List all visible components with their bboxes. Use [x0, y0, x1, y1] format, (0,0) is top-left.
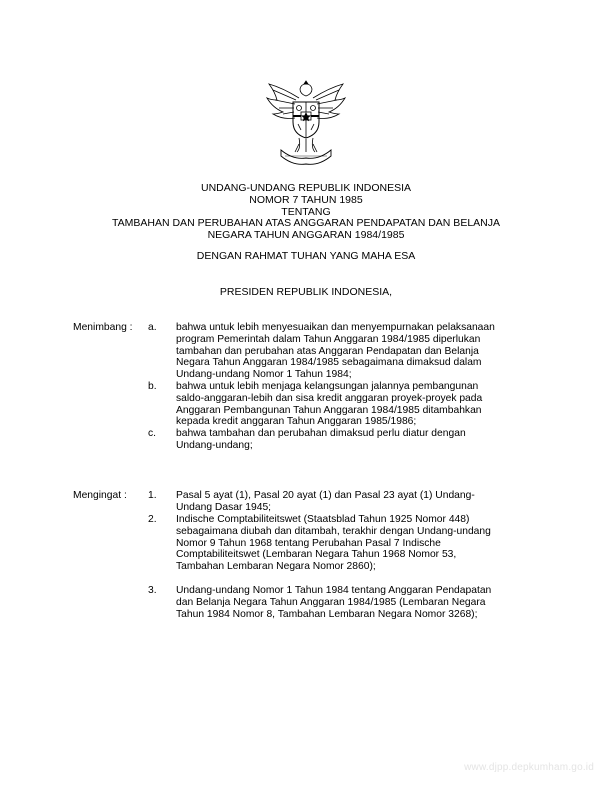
document-title	[0, 183, 612, 242]
menimbang-label: Menimbang :	[73, 322, 133, 333]
item-marker: 2.	[148, 514, 157, 525]
watermark: www.djpp.depkumham.go.id	[464, 762, 594, 773]
title-line: NEGARA TAHUN ANGGARAN 1984/1985	[207, 229, 405, 242]
item-marker: 1.	[148, 490, 157, 501]
title-line: UNDANG-UNDANG REPUBLIK INDONESIA	[200, 182, 412, 194]
item-marker: c.	[148, 428, 157, 439]
item-marker: a.	[148, 322, 157, 333]
title-line: TAMBAHAN DAN PERUBAHAN ATAS ANGGARAN PENDAPATAN DAN BELANJA	[112, 217, 500, 230]
president-heading: PRESIDEN REPUBLIK INDONESIA,	[219, 286, 393, 298]
item-text: bahwa untuk lebih menyesuaikan dan menyempurnakan pelaksanaan program Pemerintah dalam Tahun Anggaran 1984/1985 diperlukan tambahan dan perubahan atas Anggaran Pendapatan dan Belanja Negara Tahun Anggaran 1984/1985 sebagaimana dimaksud dalam Undang-undang Nomor 1 Tahun 1984;	[176, 322, 495, 381]
item-text: Undang-undang Nomor 1 Tahun 1984 tentang Anggaran Pendapatan dan Belanja Negara Tahun Anggaran 1984/1985 (Lembaran Negara Tahun 1984 Nomor 8, Tambahan Lembaran Negara Nomor 3268);	[176, 585, 492, 620]
item-marker: 3.	[148, 585, 157, 596]
item-marker: b.	[148, 381, 157, 392]
mengingat-label: Mengingat :	[73, 490, 127, 501]
item-text: bahwa tambahan dan perubahan dimaksud perlu diatur dengan Undang-undang;	[176, 428, 466, 451]
item-text: Indische Comptabiliteitswet (Staatsblad Tahun 1925 Nomor 448) sebagaimana diubah dan ditambah, terakhir dengan Undang-undang Nomor 9 Tahun 1968 tentang Perubahan Pasal 7 Indische Comptabiliteitswet (Lembaran Negara Tahun 1968 Nomor 53, Tambahan Lembaran Negara Nomor 2860);	[176, 514, 491, 573]
item-text: Pasal 5 ayat (1), Pasal 20 ayat (1) dan Pasal 23 ayat (1) Undang- Undang Dasar 1945;	[176, 490, 475, 513]
title-line: NOMOR 7 TAHUN 1985	[249, 193, 363, 206]
garuda-emblem-icon	[263, 78, 349, 166]
invocation: DENGAN RAHMAT TUHAN YANG MAHA ESA	[196, 250, 416, 262]
title-line: TENTANG	[281, 205, 331, 218]
item-text: bahwa untuk lebih menjaga kelangsungan jalannya pembangunan saldo-anggaran-lebih dan sisa kredit anggaran proyek-proyek pada Anggaran Pembangunan Tahun Anggaran 1984/1985 ditambahkan kepada kredit anggaran Tahun Anggaran 1985/1986;	[176, 381, 483, 428]
